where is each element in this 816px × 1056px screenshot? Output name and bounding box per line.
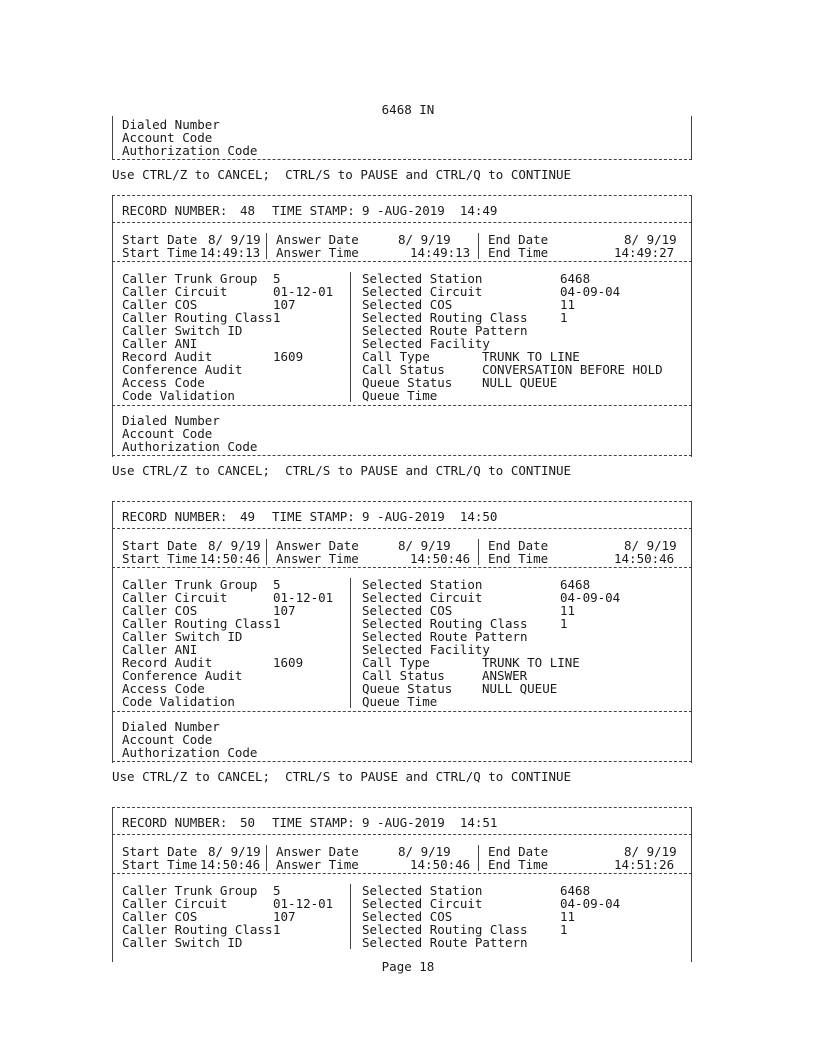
record-audit-label: Record Audit [122, 349, 213, 364]
selected-route-pattern-label: Selected Route Pattern [362, 935, 528, 950]
dialed-number-label: Dialed Number [122, 117, 220, 132]
selected-circuit-value: 04-09-04 [560, 896, 621, 911]
selected-station-value: 6468 [560, 577, 591, 592]
caller-cos-label: Caller COS [122, 909, 198, 924]
page-header: 6468 IN [381, 102, 435, 117]
start-date-label: Start Date [122, 844, 198, 859]
record-number-value: 50 [240, 815, 256, 830]
record-right-border [691, 807, 692, 962]
call-status-label: Call Status [362, 668, 445, 683]
authorization-code-label: Authorization Code [122, 745, 258, 760]
header-separator [112, 528, 692, 529]
start-date-value: 8/ 9/19 [208, 844, 261, 859]
call-type-value: TRUNK TO LINE [482, 349, 580, 364]
answer-time-label: Answer Time [276, 551, 359, 566]
time-stamp-value: 9 -AUG-2019 14:50 [362, 509, 498, 524]
authorization-code-label: Authorization Code [122, 439, 258, 454]
caller-cos-label: Caller COS [122, 603, 198, 618]
time-stamp-label: TIME STAMP: [272, 815, 355, 830]
detail-column-divider [350, 578, 351, 708]
caller-ani-label: Caller ANI [122, 336, 198, 351]
date-separator [112, 261, 692, 262]
end-time-value: 14:49:27 [614, 245, 675, 260]
caller-routing-class-label: Caller Routing Class [122, 922, 273, 937]
selected-facility-label: Selected Facility [362, 336, 490, 351]
answer-time-value: 14:49:13 [410, 245, 471, 260]
selected-routing-class-label: Selected Routing Class [362, 616, 528, 631]
time-stamp-value: 9 -AUG-2019 14:49 [362, 203, 498, 218]
caller-circuit-value: 01-12-01 [273, 896, 334, 911]
dialed-number-label: Dialed Number [122, 413, 220, 428]
selected-cos-label: Selected COS [362, 603, 453, 618]
selected-station-label: Selected Station [362, 883, 483, 898]
caller-circuit-value: 01-12-01 [273, 590, 334, 605]
answer-date-label: Answer Date [276, 844, 359, 859]
access-code-label: Access Code [122, 375, 205, 390]
start-date-value: 8/ 9/19 [208, 232, 261, 247]
column-divider [478, 539, 479, 565]
call-status-value: CONVERSATION BEFORE HOLD [482, 362, 663, 377]
detail-column-divider [350, 272, 351, 402]
end-date-value: 8/ 9/19 [624, 232, 677, 247]
column-divider [266, 539, 267, 565]
queue-status-label: Queue Status [362, 375, 453, 390]
start-time-value: 14:49:13 [200, 245, 261, 260]
caller-routing-class-label: Caller Routing Class [122, 616, 273, 631]
column-divider [478, 845, 479, 871]
control-prompt: Use CTRL/Z to CANCEL; CTRL/S to PAUSE and CTRL/Q to CONTINUE [112, 167, 572, 182]
selected-routing-class-value: 1 [560, 922, 568, 937]
authorization-code-label: Authorization Code [122, 143, 258, 158]
end-date-label: End Date [488, 538, 549, 553]
record-bottom-border [112, 455, 692, 456]
caller-ani-label: Caller ANI [122, 642, 198, 657]
start-date-value: 8/ 9/19 [208, 538, 261, 553]
selected-cos-label: Selected COS [362, 297, 453, 312]
caller-switch-id-label: Caller Switch ID [122, 323, 243, 338]
selected-station-value: 6468 [560, 883, 591, 898]
caller-trunk-group-value: 5 [273, 883, 281, 898]
caller-routing-class-value: 1 [273, 310, 281, 325]
end-date-value: 8/ 9/19 [624, 538, 677, 553]
caller-routing-class-value: 1 [273, 922, 281, 937]
caller-cos-value: 107 [273, 603, 296, 618]
call-status-label: Call Status [362, 362, 445, 377]
answer-time-value: 14:50:46 [410, 857, 471, 872]
caller-trunk-group-label: Caller Trunk Group [122, 883, 258, 898]
right-border [691, 116, 692, 160]
caller-routing-class-value: 1 [273, 616, 281, 631]
answer-date-label: Answer Date [276, 232, 359, 247]
caller-cos-label: Caller COS [122, 297, 198, 312]
answer-time-value: 14:50:46 [410, 551, 471, 566]
selected-station-value: 6468 [560, 271, 591, 286]
caller-circuit-value: 01-12-01 [273, 284, 334, 299]
record-audit-value: 1609 [273, 349, 304, 364]
selected-circuit-value: 04-09-04 [560, 284, 621, 299]
left-border [112, 116, 113, 160]
record-right-border [691, 195, 692, 457]
column-divider [266, 845, 267, 871]
record-bottom-border [112, 761, 692, 762]
selected-route-pattern-label: Selected Route Pattern [362, 323, 528, 338]
selected-cos-label: Selected COS [362, 909, 453, 924]
call-type-label: Call Type [362, 349, 430, 364]
selected-routing-class-value: 1 [560, 616, 568, 631]
start-date-label: Start Date [122, 538, 198, 553]
answer-date-value: 8/ 9/19 [398, 844, 451, 859]
call-status-value: ANSWER [482, 668, 528, 683]
end-time-value: 14:51:26 [614, 857, 675, 872]
record-audit-label: Record Audit [122, 655, 213, 670]
time-stamp-label: TIME STAMP: [272, 509, 355, 524]
caller-trunk-group-value: 5 [273, 577, 281, 592]
record-number-value: 48 [240, 203, 256, 218]
record-number-value: 49 [240, 509, 256, 524]
queue-status-value: NULL QUEUE [482, 375, 558, 390]
caller-circuit-label: Caller Circuit [122, 590, 228, 605]
selected-station-label: Selected Station [362, 271, 483, 286]
header-separator [112, 834, 692, 835]
caller-cos-value: 107 [273, 297, 296, 312]
selected-routing-class-value: 1 [560, 310, 568, 325]
record-right-border [691, 501, 692, 763]
start-time-label: Start Time [122, 857, 198, 872]
answer-date-value: 8/ 9/19 [398, 538, 451, 553]
record-left-border [112, 195, 113, 457]
queue-status-label: Queue Status [362, 681, 453, 696]
end-time-value: 14:50:46 [614, 551, 675, 566]
time-stamp-value: 9 -AUG-2019 14:51 [362, 815, 498, 830]
record-left-border [112, 501, 113, 763]
selected-routing-class-label: Selected Routing Class [362, 310, 528, 325]
start-time-label: Start Time [122, 245, 198, 260]
code-validation-label: Code Validation [122, 694, 235, 709]
selected-circuit-label: Selected Circuit [362, 590, 483, 605]
start-time-value: 14:50:46 [200, 857, 261, 872]
selected-station-label: Selected Station [362, 577, 483, 592]
queue-time-label: Queue Time [362, 694, 438, 709]
conference-audit-label: Conference Audit [122, 668, 243, 683]
selected-circuit-label: Selected Circuit [362, 284, 483, 299]
account-code-label: Account Code [122, 130, 213, 145]
caller-trunk-group-label: Caller Trunk Group [122, 577, 258, 592]
detail-separator [112, 405, 692, 406]
selected-circuit-value: 04-09-04 [560, 590, 621, 605]
date-separator [112, 873, 692, 874]
end-time-label: End Time [488, 245, 549, 260]
column-divider [266, 233, 267, 259]
end-date-label: End Date [488, 232, 549, 247]
account-code-label: Account Code [122, 426, 213, 441]
start-time-label: Start Time [122, 551, 198, 566]
end-time-label: End Time [488, 551, 549, 566]
caller-switch-id-label: Caller Switch ID [122, 629, 243, 644]
access-code-label: Access Code [122, 681, 205, 696]
answer-date-label: Answer Date [276, 538, 359, 553]
answer-time-label: Answer Time [276, 245, 359, 260]
dialed-number-label: Dialed Number [122, 719, 220, 734]
record-top-border [112, 195, 692, 196]
record-number-label: RECORD NUMBER: [122, 815, 228, 830]
caller-trunk-group-label: Caller Trunk Group [122, 271, 258, 286]
record-left-border [112, 807, 113, 962]
selected-facility-label: Selected Facility [362, 642, 490, 657]
queue-status-value: NULL QUEUE [482, 681, 558, 696]
start-time-value: 14:50:46 [200, 551, 261, 566]
detail-column-divider [350, 884, 351, 949]
conference-audit-label: Conference Audit [122, 362, 243, 377]
answer-date-value: 8/ 9/19 [398, 232, 451, 247]
record-number-label: RECORD NUMBER: [122, 509, 228, 524]
end-date-label: End Date [488, 844, 549, 859]
call-type-label: Call Type [362, 655, 430, 670]
selected-route-pattern-label: Selected Route Pattern [362, 629, 528, 644]
date-separator [112, 567, 692, 568]
call-type-value: TRUNK TO LINE [482, 655, 580, 670]
record-top-border [112, 807, 692, 808]
time-stamp-label: TIME STAMP: [272, 203, 355, 218]
control-prompt: Use CTRL/Z to CANCEL; CTRL/S to PAUSE and CTRL/Q to CONTINUE [112, 463, 572, 478]
selected-cos-value: 11 [560, 909, 576, 924]
record-audit-value: 1609 [273, 655, 304, 670]
caller-circuit-label: Caller Circuit [122, 284, 228, 299]
caller-circuit-label: Caller Circuit [122, 896, 228, 911]
end-date-value: 8/ 9/19 [624, 844, 677, 859]
caller-cos-value: 107 [273, 909, 296, 924]
header-separator [112, 222, 692, 223]
account-code-label: Account Code [122, 732, 213, 747]
selected-routing-class-label: Selected Routing Class [362, 922, 528, 937]
page-footer: Page 18 [381, 959, 435, 974]
separator-line [112, 159, 692, 160]
selected-cos-value: 11 [560, 297, 576, 312]
control-prompt: Use CTRL/Z to CANCEL; CTRL/S to PAUSE and CTRL/Q to CONTINUE [112, 769, 572, 784]
queue-time-label: Queue Time [362, 388, 438, 403]
answer-time-label: Answer Time [276, 857, 359, 872]
caller-switch-id-label: Caller Switch ID [122, 935, 243, 950]
end-time-label: End Time [488, 857, 549, 872]
column-divider [478, 233, 479, 259]
selected-circuit-label: Selected Circuit [362, 896, 483, 911]
selected-cos-value: 11 [560, 603, 576, 618]
caller-routing-class-label: Caller Routing Class [122, 310, 273, 325]
record-top-border [112, 501, 692, 502]
detail-separator [112, 711, 692, 712]
record-number-label: RECORD NUMBER: [122, 203, 228, 218]
code-validation-label: Code Validation [122, 388, 235, 403]
start-date-label: Start Date [122, 232, 198, 247]
caller-trunk-group-value: 5 [273, 271, 281, 286]
